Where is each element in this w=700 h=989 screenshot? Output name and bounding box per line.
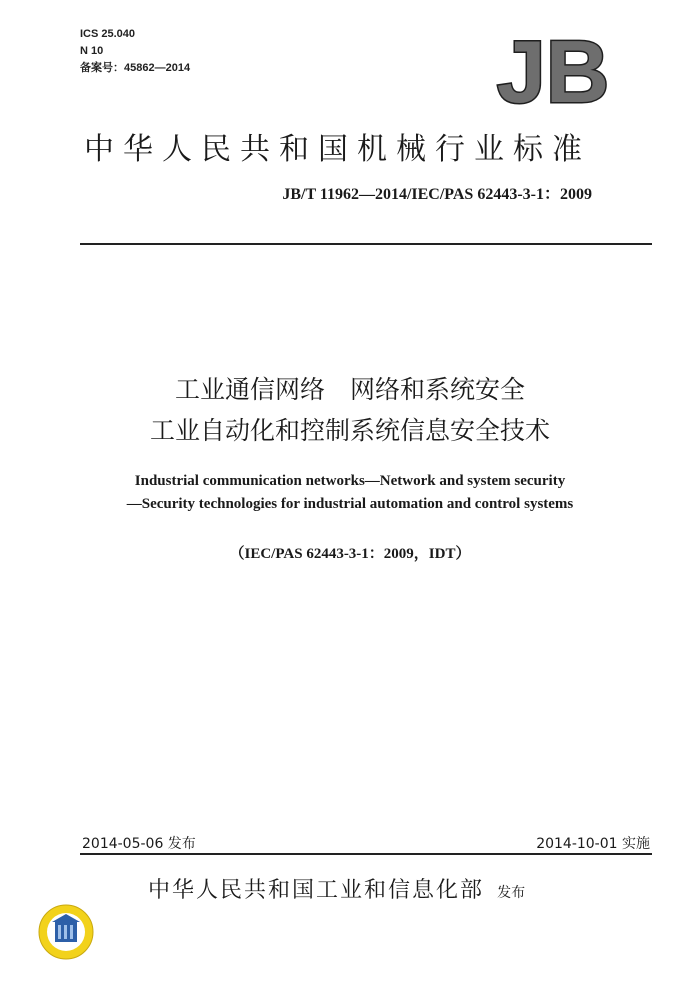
issuer-suffix: 发布 xyxy=(497,885,526,901)
adoption-reference: （IEC/PAS 62443-3-1：2009，IDT） xyxy=(229,546,471,562)
classification-code: N 10 xyxy=(80,45,104,57)
issuer-org: 中华人民共和国工业和信息化部 xyxy=(148,878,485,903)
publisher-seal-icon xyxy=(38,904,94,960)
top-divider xyxy=(80,243,652,245)
standard-category: 中华人民共和国机械行业标准 xyxy=(84,132,591,167)
jb-logo xyxy=(488,30,618,110)
filing-number: 备案号：45862—2014 xyxy=(80,62,191,74)
standard-number: JB/T 11962—2014/IEC/PAS 62443-3-1：2009 xyxy=(282,186,592,203)
implementation-date: 2014-10-01 实施 xyxy=(536,836,650,852)
jb-logo-text: JB xyxy=(496,30,610,110)
ics-code: ICS 25.040 xyxy=(80,28,136,40)
issuer xyxy=(148,873,525,904)
title-cn-line1: 工业通信网络 网络和系统安全 xyxy=(174,375,525,404)
bottom-divider xyxy=(80,853,652,855)
document-meta xyxy=(80,26,190,77)
title-cn-line2: 工业自动化和控制系统信息安全技术 xyxy=(149,416,550,445)
title-en-line1: Industrial communication networks—Network and system security xyxy=(134,473,566,489)
issue-date: 2014-05-06 发布 xyxy=(82,836,196,852)
title-en-line2: —Security technologies for industrial automation and control systems xyxy=(126,496,574,512)
